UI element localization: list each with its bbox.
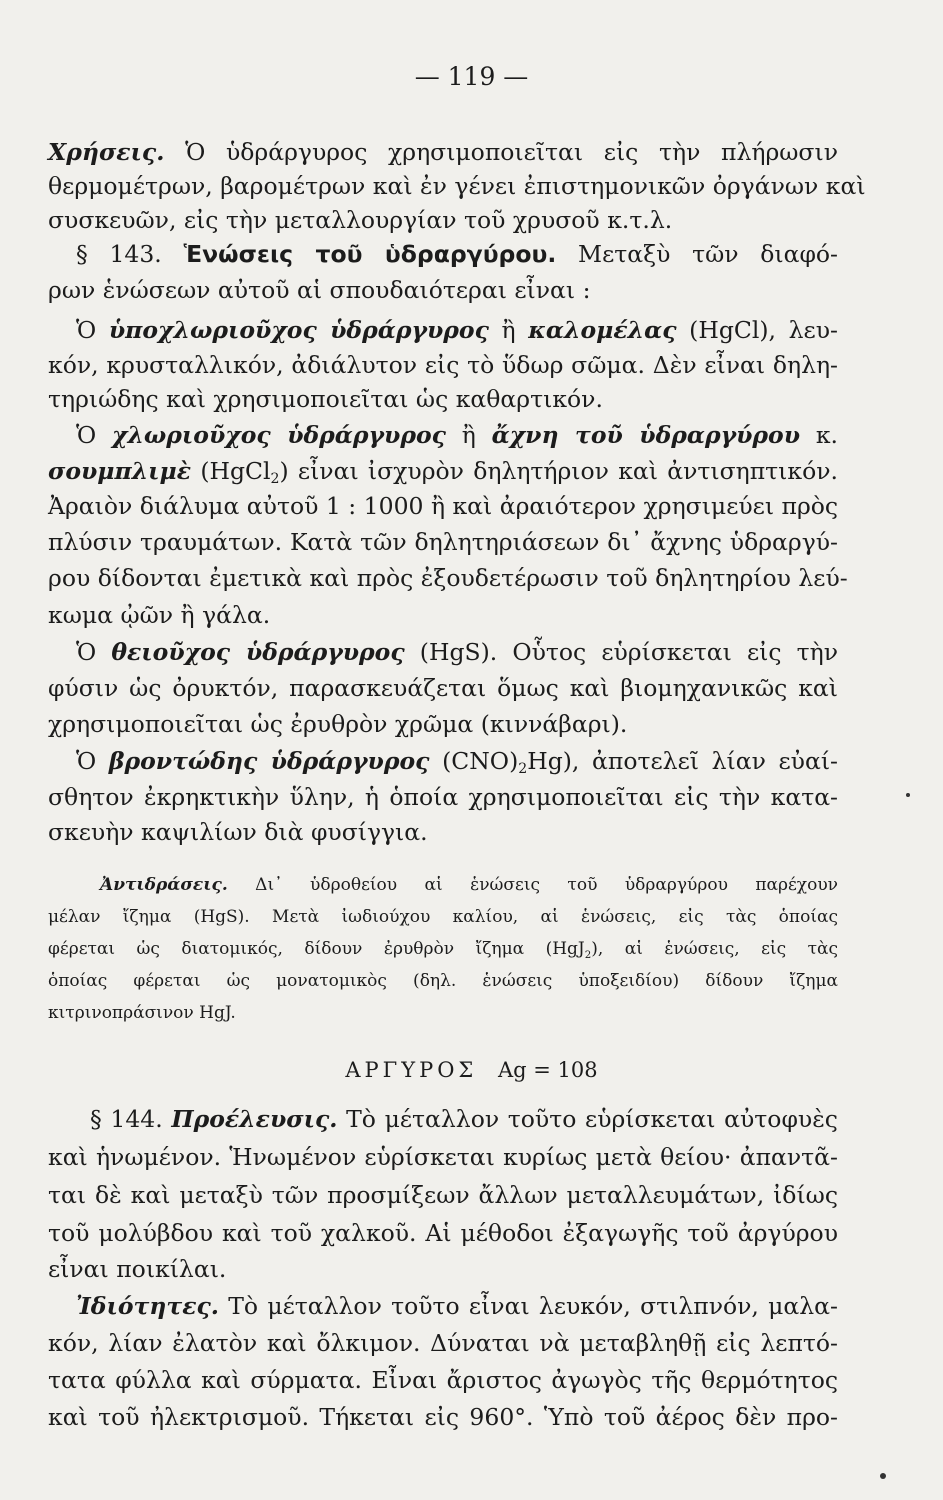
page-number: — 119 — [414, 62, 529, 91]
text-line: καὶ ἡνωμένον. Ἡνωμένον εὑρίσκεται κυρίως μετὰ θείου· ἀπαντᾶ- [48, 1143, 838, 1171]
text-line: σκευὴν καψιλίων διὰ φυσίγγια. [48, 818, 428, 846]
text-line: κιτρινοπράσινον HgJ. [48, 1003, 236, 1023]
text-line: φέρεται ὡς διατομικός, δίδουν ἐρυθρὸν ἴζημα (HgJ$_2$), αἱ ἑνώσεις, εἰς τὰς [48, 939, 838, 961]
text-line: πλύσιν τραυμάτων. Κατὰ τῶν δηλητηριάσεων δι᾽ ἄχνης ὑδραργύ- [48, 528, 838, 556]
text-line: τατα φύλλα καὶ σύρματα. Εἶναι ἄριστος ἀγωγὸς τῆς θερμότητος [48, 1366, 838, 1394]
compound-name: βροντώδης ὑδράργυρος [108, 747, 430, 775]
chapter-heading [0, 1058, 943, 1082]
formula: (HgCl$_2$) εἶναι ἰσχυρὸν δηλητήριον καὶ ἀντισηπτικόν. [200, 457, 838, 487]
element-name: ΑΡΓΥΡΟΣ [345, 1058, 478, 1082]
text-line: μέλαν ἴζημα (HgS). Μετὰ ἰωδιούχου καλίου, αἱ ἑνώσεις, εἰς τὰς ὁποίας [48, 907, 838, 927]
text-line: Ὁ βροντώδης ὑδράργυρος $(CNO)_2Hg$), ἀποτελεῖ λίαν εὐαί- [76, 747, 838, 777]
text-line: ται δὲ καὶ μεταξὺ τῶν προσμίξεων ἄλλων μεταλλευμάτων, ἰδίως [48, 1181, 838, 1209]
compound-name: ὑποχλωριοῦχος ὑδράργυρος [108, 316, 489, 344]
text-line: χρησιμοποιεῖται ὡς ἐρυθρὸν χρῶμα (κιννάβαρι). [48, 710, 628, 738]
text-line: σθητον ἐκρηκτικὴν ὕλην, ἡ ὁποία χρησιμοποιεῖται εἰς τὴν κατα- [48, 783, 838, 811]
text-line: κόν, κρυσταλλικόν, ἀδιάλυτον εἰς τὸ ὕδωρ σῶμα. Δὲν εἶναι δηλη- [48, 351, 838, 379]
compound-name: χλωριοῦχος ὑδράργυρος [111, 421, 446, 449]
section-number: § 143. [76, 240, 162, 268]
text-line: ὁποίας φέρεται ὡς μονατομικὸς (δηλ. ἑνώσεις ὑποξειδίου) δίδουν ἴζημα [48, 971, 838, 991]
text-line: ρων ἑνώσεων αὐτοῦ αἱ σπουδαιότεραι εἶναι : [48, 276, 591, 304]
text-line: τοῦ μολύβδου καὶ τοῦ χαλκοῦ. Αἱ μέθοδοι ἐξαγωγῆς τοῦ ἀργύρου [48, 1219, 838, 1247]
text-line: τηριώδης καὶ χρησιμοποιεῖται ὡς καθαρτικόν. [48, 385, 603, 413]
section-heading-line: § 144. Προέλευσις. Τὸ μέταλλον τοῦτο εὑρίσκεται αὐτοφυὲς [90, 1105, 838, 1133]
compound-name: θειοῦχος ὑδράργυρος [111, 638, 405, 666]
text-line: Ἀραιὸν διάλυμα αὐτοῦ 1 : 1000 ἢ καὶ ἀραιότερον χρησιμεύει πρὸς [48, 492, 839, 520]
paragraph-lead: Ἰδιότητες. [76, 1292, 219, 1320]
text-line: Χρήσεις. Ὁ ὑδράργυρος χρησιμοποιεῖται εἰς τὴν πλήρωσιν [48, 138, 838, 166]
compound-name: καλομέλας [528, 316, 677, 344]
text-line: εἶναι ποικίλαι. [48, 1255, 227, 1283]
text-line: Ὁ θειοῦχος ὑδράργυρος (HgS). Οὗτος εὑρίσκεται εἰς τὴν [76, 638, 838, 666]
text-line: κόν, λίαν ἐλατὸν καὶ ὄλκιμον. Δύναται νὰ μεταβληθῇ εἰς λεπτό- [48, 1329, 838, 1357]
text-line: κωμα ᾠῶν ἢ γάλα. [48, 601, 271, 629]
text-line: Ὁ χλωριοῦχος ὑδράργυρος ἢ ἄχνη τοῦ ὑδραργύρου κ. [76, 421, 838, 449]
compound-name: σουμπλιμὲ [48, 457, 192, 485]
paragraph-lead: Χρήσεις. [48, 138, 165, 166]
compound-name: ἄχνη τοῦ ὑδραργύρου [491, 421, 801, 449]
formula: $(CNO)_2Hg$), ἀποτελεῖ λίαν εὐαί- [442, 747, 838, 777]
ink-speck [880, 1473, 886, 1479]
text-line: Ἰδιότητες. Τὸ μέταλλον τοῦτο εἶναι λευκόν, στιλπνόν, μαλα- [76, 1292, 838, 1320]
ink-speck [906, 793, 910, 797]
section-heading-line: § 143. Ἑνώσεις τοῦ ὑδραργύρου. Μεταξὺ τῶν διαφό- [76, 240, 838, 268]
paragraph-lead: Προέλευσις. [171, 1105, 338, 1133]
section-number: § 144. [90, 1105, 163, 1133]
text-line: συσκευῶν, εἰς τὴν μεταλλουργίαν τοῦ χρυσοῦ κ.τ.λ. [48, 206, 673, 234]
element-symbol: Ag = 108 [497, 1058, 598, 1082]
text-line: Ἀντιδράσεις. Δι᾽ ὑδροθείου αἱ ἑνώσεις τοῦ ὑδραργύρου παρέχουν [100, 875, 838, 895]
text-line: θερμομέτρων, βαρομέτρων καὶ ἐν γένει ἐπιστημονικῶν ὀργάνων καὶ [48, 172, 866, 200]
paragraph-lead: Ἀντιδράσεις. [100, 875, 228, 895]
text-line [48, 456, 838, 494]
text-line: καὶ τοῦ ἠλεκτρισμοῦ. Τήκεται εἰς 960°. Ὑπὸ τοῦ ἀέρος δὲν προ- [48, 1403, 838, 1431]
section-title: Ἑνώσεις τοῦ ὑδραργύρου. [183, 240, 557, 268]
text-line: Ὁ ὑποχλωριοῦχος ὑδράργυρος ἢ καλομέλας (HgCl), λευ- [76, 316, 838, 344]
text-line: ρου δίδονται ἐμετικὰ καὶ πρὸς ἐξουδετέρωσιν τοῦ δηλητηρίου λεύ- [48, 564, 848, 592]
text-line: φύσιν ὡς ὀρυκτόν, παρασκευάζεται ὅμως καὶ βιομηχανικῶς καὶ [48, 674, 838, 702]
